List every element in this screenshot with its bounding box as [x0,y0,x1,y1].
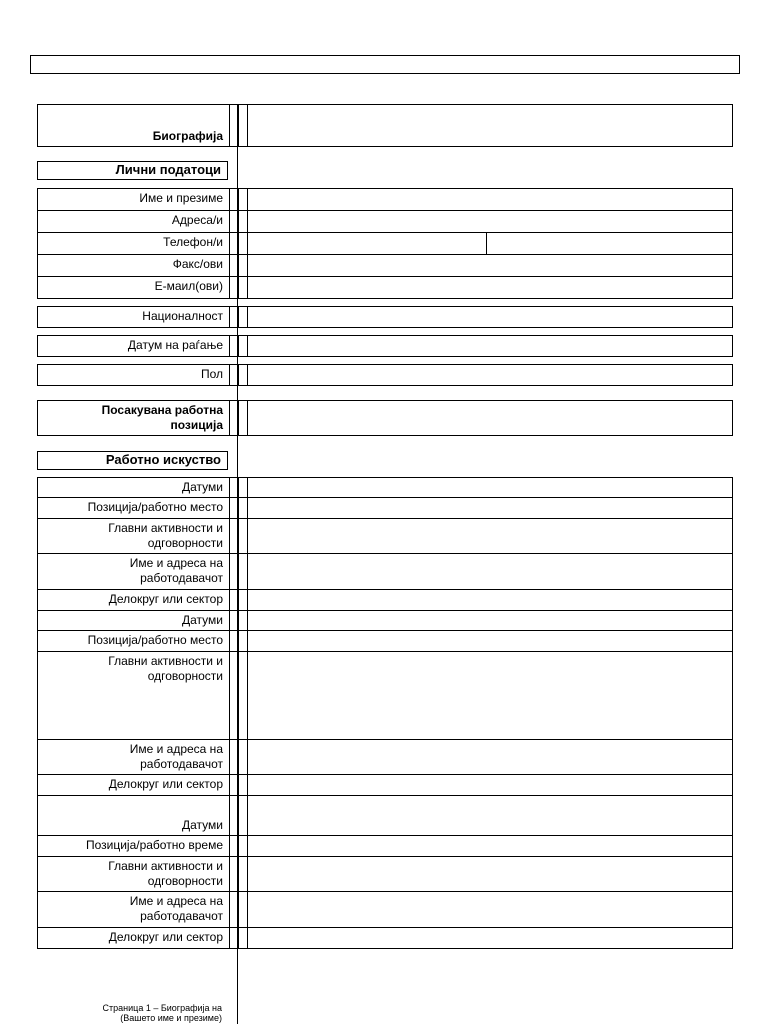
exp3-sector-label: Делокруг или сектор [108,930,223,944]
exp2-employer-row[interactable] [37,740,733,775]
field-row-gender[interactable] [37,364,733,386]
field-label-phone: Телефон/и [163,235,223,249]
field-label-fax: Факс/ови [172,257,223,271]
field-row-phone[interactable] [37,233,733,255]
exp3-activities-label: Главни активности и одговорности [108,859,223,888]
field-label-position-wanted: Посакувана работна позиција [101,403,223,432]
field-row-address[interactable] [37,211,733,233]
exp2-activities-label: Главни активности и одговорности [108,654,223,683]
personal-info-header: Лични податоци [37,161,228,180]
exp1-position-label: Позиција/работно место [87,500,223,514]
exp1-employer-row[interactable] [37,554,733,590]
field-label-address: Адреса/и [171,213,223,227]
exp2-sector-label: Делокруг или сектор [108,777,223,791]
exp1-dates-label: Датуми [182,480,223,494]
field-row-birthdate[interactable] [37,335,733,357]
exp1-activities-row[interactable] [37,519,733,554]
document-title: Биографија [152,129,223,143]
page-footer: Страница 1 – Биографија на (Вашето име и презиме) [102,1003,222,1023]
exp2-sector-row[interactable] [37,775,733,796]
work-experience-header: Работно искуство [37,451,228,470]
exp3-position-row[interactable] [37,836,733,857]
exp2-dates-row[interactable] [37,611,733,631]
exp2-position-label: Позиција/работно место [87,633,223,647]
exp2-dates-label: Датуми [182,613,223,627]
field-row-position-wanted[interactable] [37,400,733,436]
field-row-fax[interactable] [37,255,733,277]
exp3-sector-row[interactable] [37,928,733,949]
exp2-position-row[interactable] [37,631,733,652]
exp2-employer-label: Име и адреса на работодавачот [129,742,223,771]
exp1-activities-label: Главни активности и одговорности [108,521,223,550]
exp3-dates-row[interactable] [37,796,733,836]
exp1-sector-row[interactable] [37,590,733,611]
exp1-dates-row[interactable] [37,477,733,498]
top-header-box [30,55,740,74]
exp3-activities-row[interactable] [37,857,733,892]
exp3-employer-row[interactable] [37,892,733,928]
exp1-position-row[interactable] [37,498,733,519]
field-row-nationality[interactable] [37,306,733,328]
exp1-sector-label: Делокруг или сектор [108,592,223,606]
title-row [37,104,733,147]
exp3-employer-label: Име и адреса на работодавачот [129,894,223,923]
page-divider-line [237,104,238,1024]
exp1-employer-label: Име и адреса на работодавачот [129,556,223,585]
field-row-email[interactable] [37,277,733,299]
field-label-gender: Пол [200,367,223,381]
field-label-email: Е-маил(ови) [154,279,223,293]
field-label-birthdate: Датум на раѓање [127,338,223,352]
exp2-activities-row[interactable] [37,652,733,740]
exp3-position-label: Позиција/работно време [85,838,223,852]
field-row-name[interactable] [37,188,733,211]
field-label-nationality: Националност [142,309,223,323]
field-label-name: Име и презиме [139,191,223,205]
exp3-dates-label: Датуми [182,818,223,832]
